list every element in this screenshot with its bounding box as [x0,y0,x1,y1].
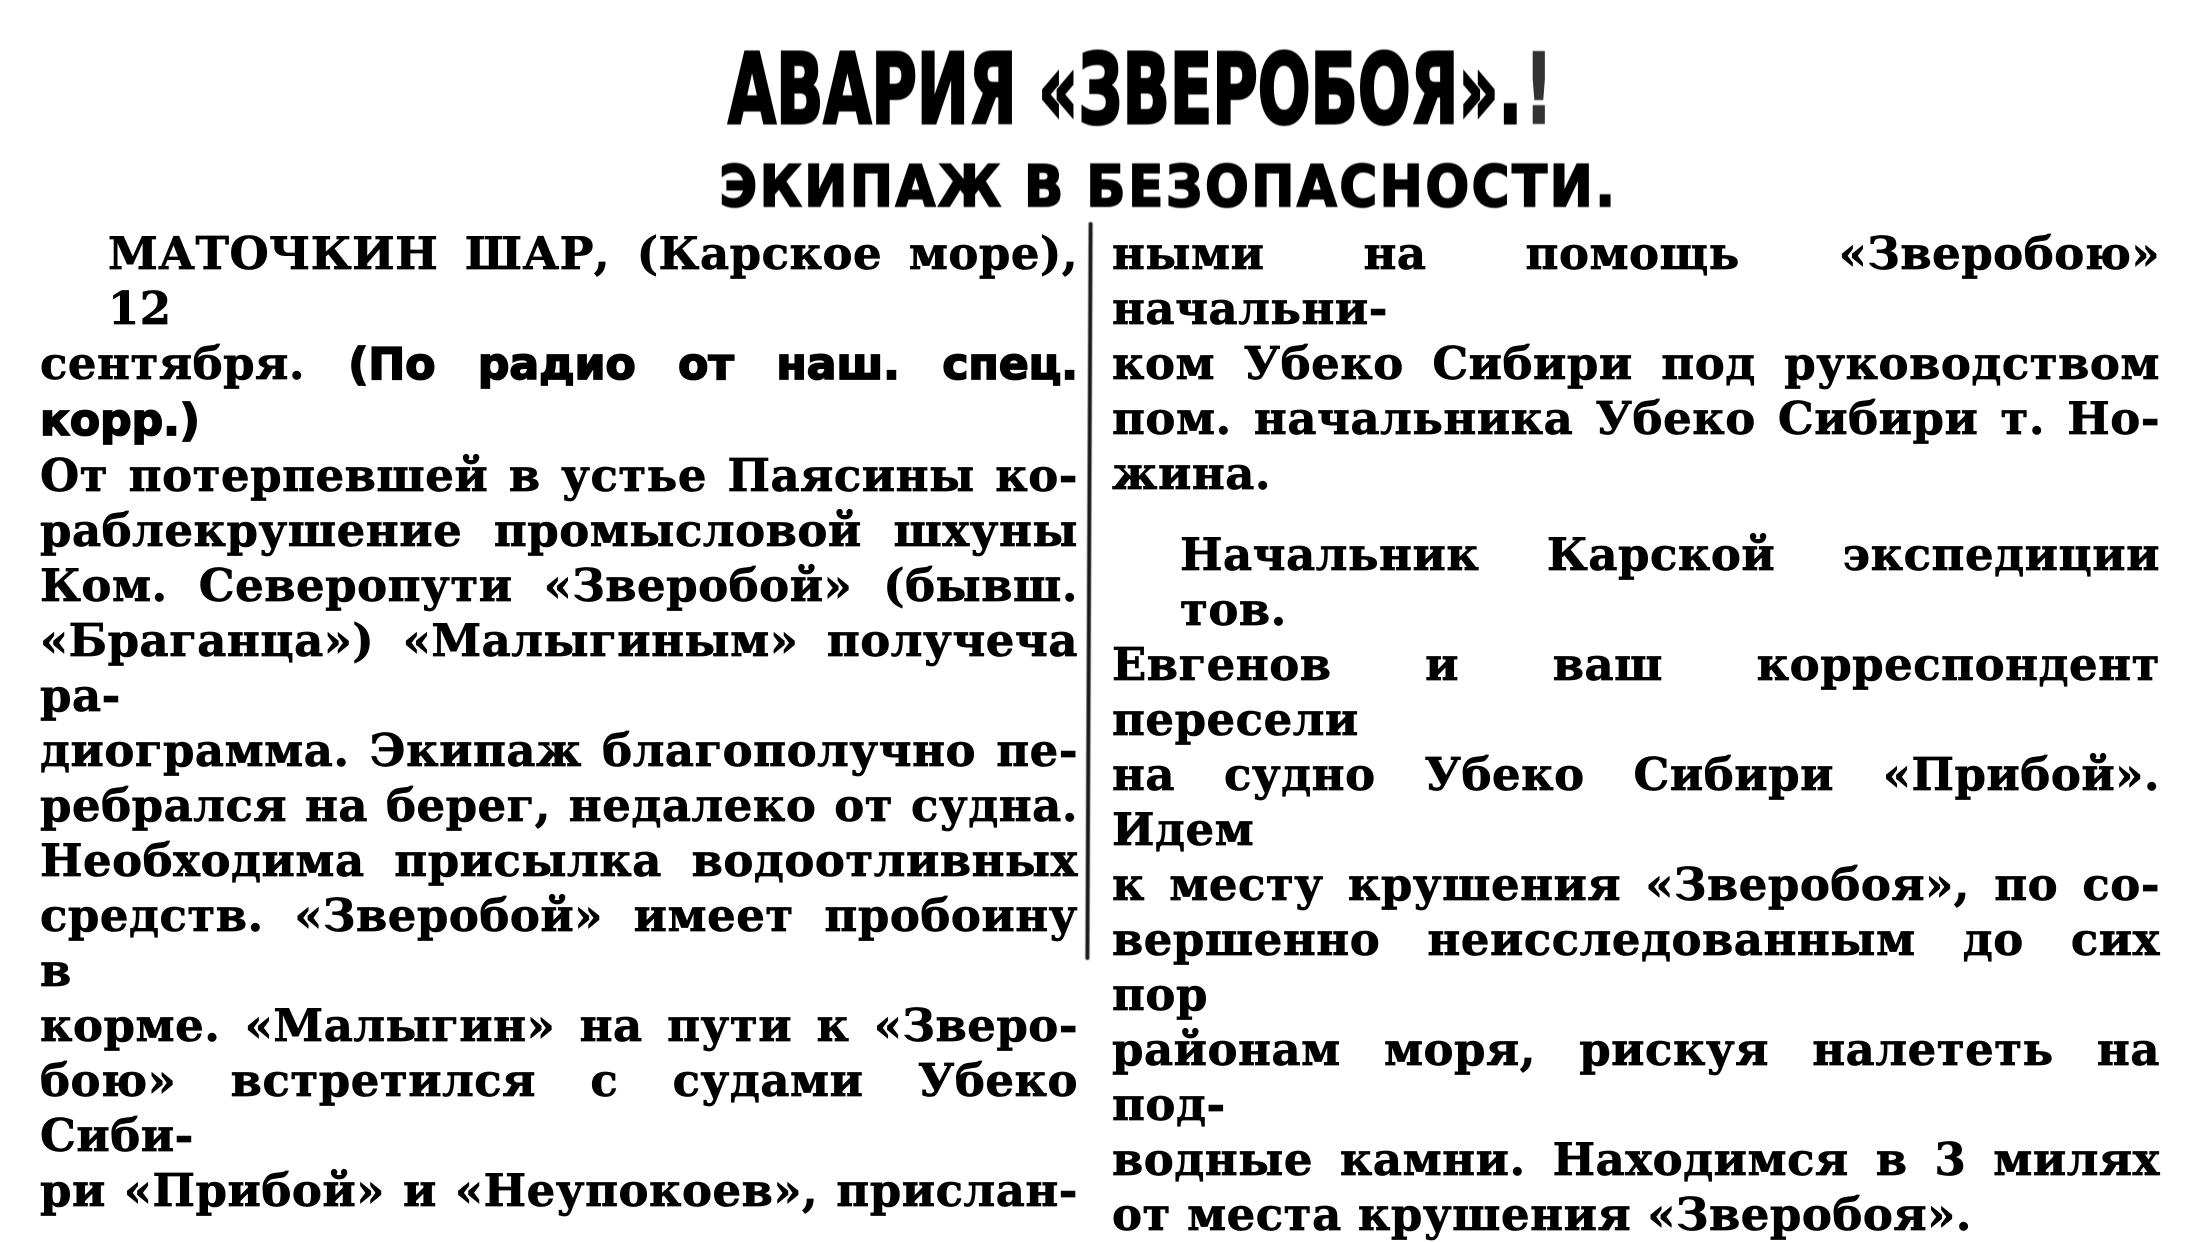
text-segment: ри «Прибой» и «Неупокоев», прислан- [40,1164,1078,1217]
text-segment: на судно Убеко Сибири «Прибой». Идем [1112,748,2160,856]
text-segment: сентября. [40,337,349,390]
text-line [40,558,1078,613]
text-segment: Евгенов и ваш корреспондент пересели [1112,638,2160,746]
text-line [1112,527,2160,637]
text-segment: ребрался на берег, недалеко от судна. [40,779,1078,832]
text-segment: МАТОЧКИН ШАР, (Карское море), 12 [108,227,1078,335]
text-line [40,613,1078,723]
text-line [1112,857,2160,912]
text-line [40,723,1078,778]
column-right [1112,226,2160,1242]
text-line [1112,446,2160,501]
text-segment: раблекрушение промысловой шхуны [40,504,1078,557]
radio-note-bold-segment: (По радио от наш. спец. корр.) [40,339,1078,446]
column-rule [1085,222,1092,960]
text-line [1112,637,2160,747]
text-line [1112,912,2160,1022]
text-line [1112,1022,2160,1132]
text-segment: средств. «Зверобой» имеет пробоину в [40,889,1078,997]
text-line [1112,1132,2160,1187]
text-line [40,226,1078,336]
text-segment: Начальник Карской экспедиции тов. [1180,528,2160,636]
text-segment: диограмма. Экипаж благополучно пе- [40,724,1078,777]
text-line [40,888,1078,998]
text-segment: водные камни. Находимся в 3 милях [1112,1133,2160,1186]
text-segment: жина. [1112,447,1272,500]
text-segment: ными на помощь «Зверобою» начальни- [1112,227,2160,335]
text-segment: Ком. Северопути «Зверобой» (бывш. [40,559,1078,612]
subheadline: ЭКИПАЖ В БЕЗОПАСНОСТИ. [719,154,1618,220]
text-segment: корме. «Малыгин» на пути к «Зверо- [40,999,1078,1052]
text-line [40,1053,1078,1163]
text-line [40,448,1078,503]
column-left [40,226,1078,1218]
text-segment: районам моря, рискуя налететь на под- [1112,1023,2160,1131]
text-segment: к месту крушения «Зверобоя», по со- [1112,858,2160,911]
text-segment: пом. начальника Убеко Сибири т. Но- [1112,392,2160,445]
text-line [1112,747,2160,857]
text-line [40,998,1078,1053]
text-segment: ком Убеко Сибири под руководством [1112,337,2160,390]
headline [437,33,1843,146]
article-header [0,0,2197,220]
text-segment: «Браганца») «Малыгиным» получеча ра- [40,614,1078,722]
text-segment: Необходима присылка водоотливных [40,834,1078,887]
text-line [40,833,1078,888]
text-line [40,503,1078,558]
text-segment: от места крушения «Зверобоя». [1112,1188,1972,1241]
text-line [1112,391,2160,446]
headline-ink-mark: ! [1524,33,1553,146]
text-segment: бою» встретился с судами Убеко Сиби- [40,1054,1078,1162]
text-segment: вершенно неисследованным до сих пор [1112,913,2160,1021]
headline-text: АВАРИЯ «ЗВЕРОБОЯ». [728,33,1523,146]
text-line [40,778,1078,833]
text-line [1112,336,2160,391]
text-segment: От потерпевшей в устье Паясины ко- [40,449,1078,502]
text-line [40,336,1078,448]
text-line [40,1163,1078,1218]
text-line [1112,226,2160,336]
text-line [1112,1187,2160,1242]
